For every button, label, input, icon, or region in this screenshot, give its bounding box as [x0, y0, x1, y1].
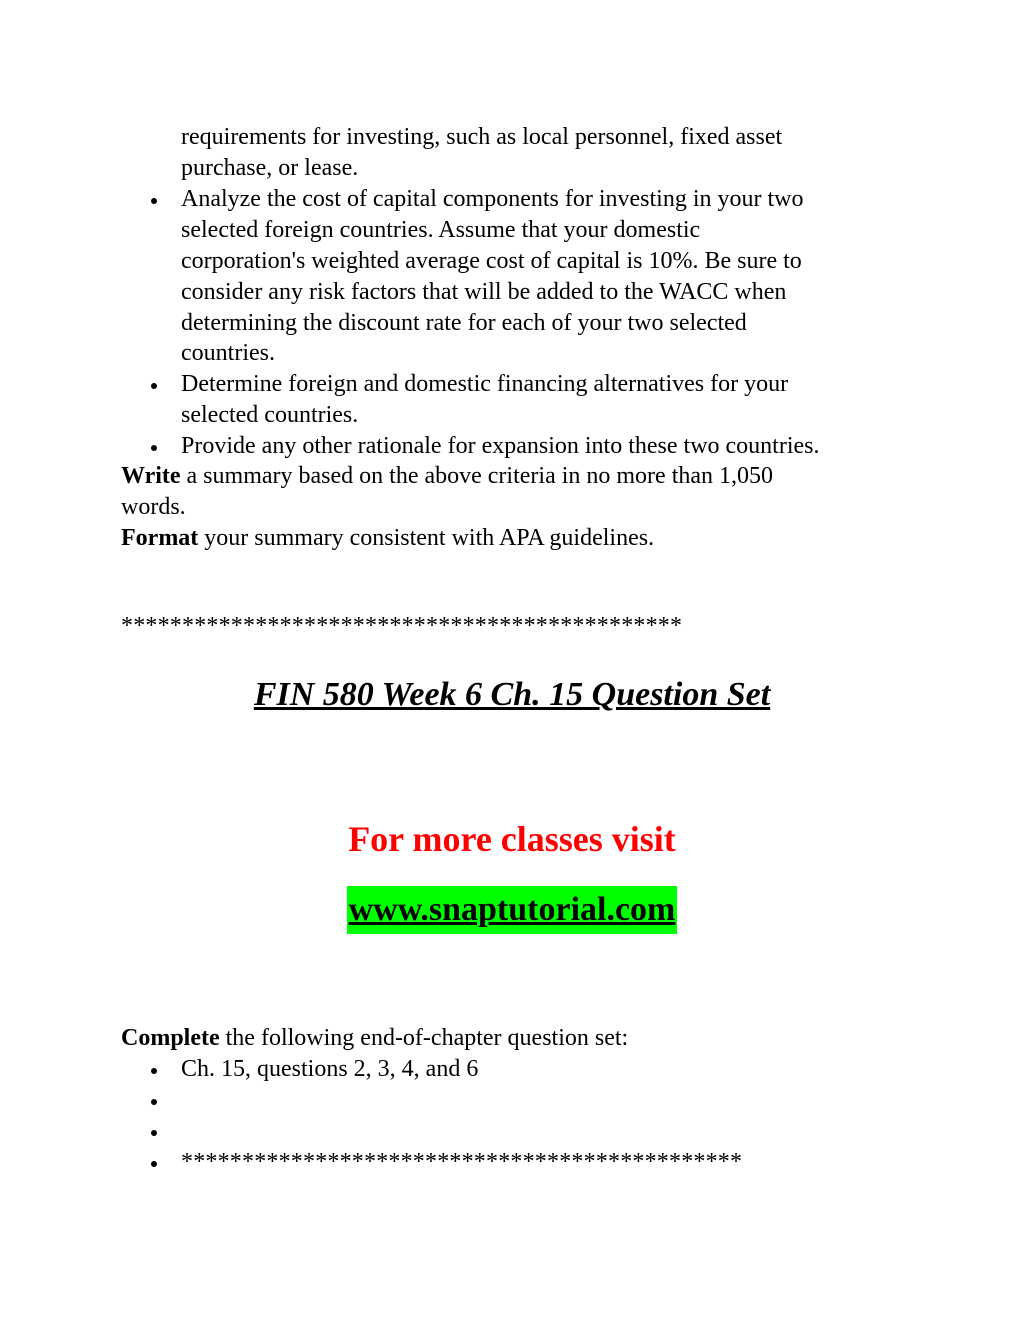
- bullet-dot: [151, 1054, 157, 1074]
- continuation-line-1: requirements for investing, such as local personnel, fixed asset: [181, 124, 783, 150]
- bullet-dot: [151, 431, 157, 451]
- format-label: Format: [121, 525, 199, 551]
- list-item-line: corporation's weighted average cost of capital is 10%. Be sure to: [181, 248, 802, 274]
- bullet-dot: [151, 1147, 157, 1167]
- promo-text: For more classes visit: [348, 819, 676, 859]
- write-instruction: [121, 461, 773, 492]
- list-item-line: selected countries.: [181, 402, 359, 428]
- list-item-line: countries.: [181, 340, 275, 366]
- complete-text: the following end-of-chapter question set:: [219, 1025, 629, 1051]
- format-instruction: [121, 523, 654, 554]
- list-item-line: Determine foreign and domestic financing alternatives for your: [181, 371, 789, 397]
- write-text: a summary based on the above criteria in no more than 1,050: [180, 463, 774, 489]
- list-item-line: consider any risk factors that will be added to the WACC when: [181, 279, 787, 305]
- list-item-line: determining the discount rate for each of your two selected: [181, 310, 747, 336]
- write-label: Write: [121, 463, 181, 489]
- list-item-line: Provide any other rationale for expansion into these two countries.: [181, 433, 820, 459]
- list-item-line: selected foreign countries. Assume that your domestic: [181, 217, 701, 243]
- page-title: FIN 580 Week 6 Ch. 15 Question Set: [253, 676, 771, 713]
- bullet-dot: [151, 1116, 157, 1136]
- continuation-line-2: purchase, or lease.: [181, 155, 359, 181]
- separator-stars: **********************************************: [121, 613, 683, 639]
- list-item-stars: **********************************************: [181, 1149, 743, 1175]
- website-link[interactable]: www.snaptutorial.com: [347, 886, 678, 934]
- complete-label: Complete: [121, 1025, 220, 1051]
- link-wrapper: [0, 886, 1024, 934]
- format-text: your summary consistent with APA guidelines.: [198, 525, 655, 551]
- bullet-dot: [151, 1085, 157, 1105]
- bullet-dot: [151, 369, 157, 389]
- list-item: Ch. 15, questions 2, 3, 4, and 6: [181, 1056, 479, 1082]
- complete-instruction: [121, 1023, 628, 1054]
- bullet-dot: [151, 184, 157, 204]
- list-item-line: Analyze the cost of capital components for investing in your two: [181, 186, 804, 212]
- write-instruction-line2: words.: [121, 494, 186, 520]
